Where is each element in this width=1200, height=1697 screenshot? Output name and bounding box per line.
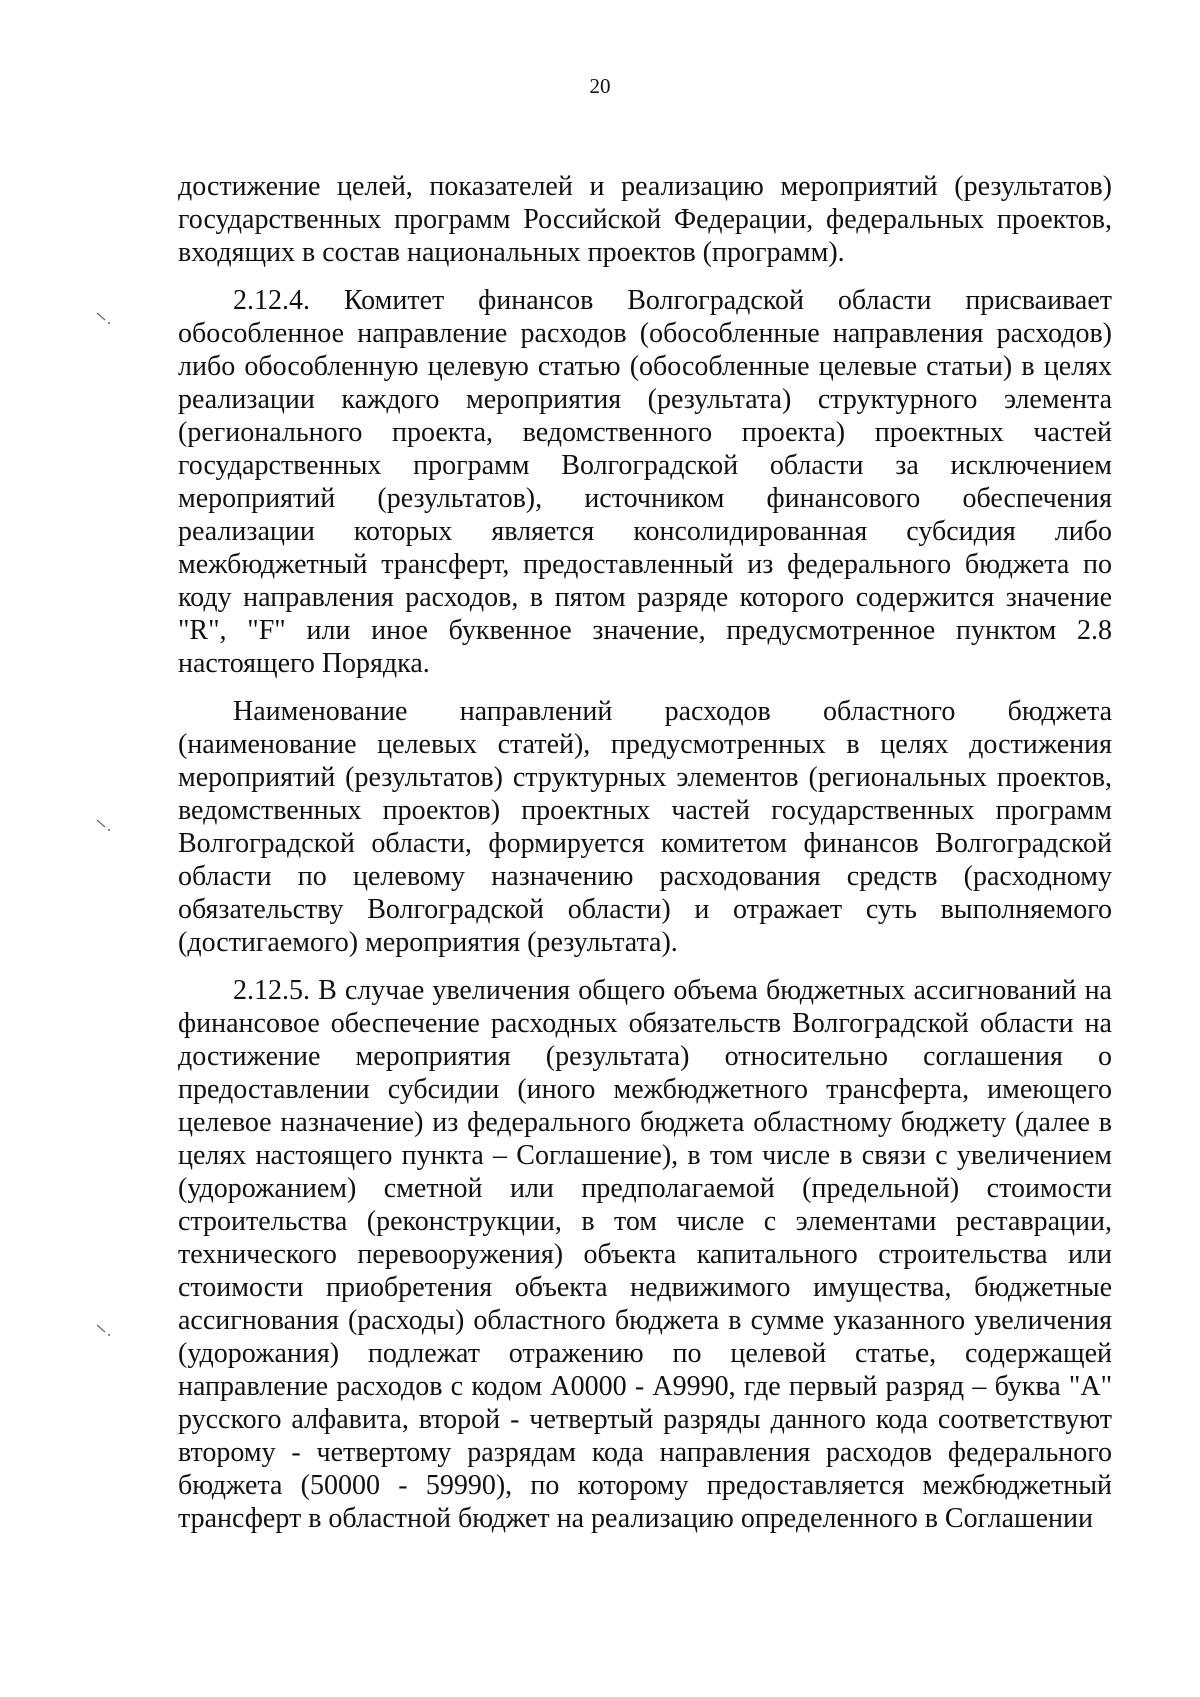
- scan-mark: [96, 819, 112, 833]
- paragraph-naming: Наименование направлений расходов областного бюджета (наименование целевых статей), предусмотренных в целях достижения мероприятий (результатов) структурных элементов (региональных проектов, ведомственных проектов) проектных частей государственных программ Волгоградской области, формируется комитетом финансов Волгоградской области по целевому назначению расходования средств (расходному обязательству Волгоградской области) и отражает суть выполняемого (достигаемого) мероприятия (результата).: [178, 696, 1112, 958]
- page-number: 20: [589, 74, 611, 98]
- paragraph-clause-2-12-4: 2.12.4. Комитет финансов Волгоградской области присваивает обособленное направление расходов (обособленные направления расходов) либо обособленную целевую статью (обособленные целевые статьи) в целях реализации каждого мероприятия (результата) структурного элемента (регионального проекта, ведомственного проекта) проектных частей государственных программ Волгоградской области за исключением мероприятий (результатов), источником финансового обеспечения реализации которых является консолидированная субсидия либо межбюджетный трансферт, предоставленный из федерального бюджета по коду направления расходов, в пятом разряде которого содержится значение "R", "F" или иное буквенное значение, предусмотренное пунктом 2.8 настоящего Порядка.: [178, 285, 1112, 679]
- paragraph-clause-2-12-5: 2.12.5. В случае увеличения общего объема бюджетных ассигнований на финансовое обеспечение расходных обязательств Волгоградской области на достижение мероприятия (результата) относительно соглашения о предоставлении субсидии (иного межбюджетного трансферта, имеющего целевое назначение) из федерального бюджета областному бюджету (далее в целях настоящего пункта – Соглашение), в том числе в связи с увеличением (удорожанием) сметной или предполагаемой (предельной) стоимости строительства (реконструкции, в том числе с элементами реставрации, технического перевооружения) объекта капитального строительства или стоимости приобретения объекта недвижимого имущества, бюджетные ассигнования (расходы) областного бюджета в сумме указанного увеличения (удорожания) подлежат отражению по целевой статье, содержащей направление расходов с кодом А0000 - А9990, где первый разряд – буква "А" русского алфавита, второй - четвертый разряды данного кода соответствуют второму - четвертому разрядам кода направления расходов федерального бюджета (50000 - 59990), по которому предоставляется межбюджетный трансферт в областной бюджет на реализацию определенного в Соглашении: [178, 975, 1112, 1534]
- document-body: [178, 170, 1112, 1535]
- paragraph-continuation: достижение целей, показателей и реализацию мероприятий (результатов) государственных программ Российской Федерации, федеральных проектов, входящих в состав национальных проектов (программ).: [178, 171, 1112, 268]
- scan-mark: [96, 312, 112, 326]
- scan-mark: [96, 1324, 112, 1338]
